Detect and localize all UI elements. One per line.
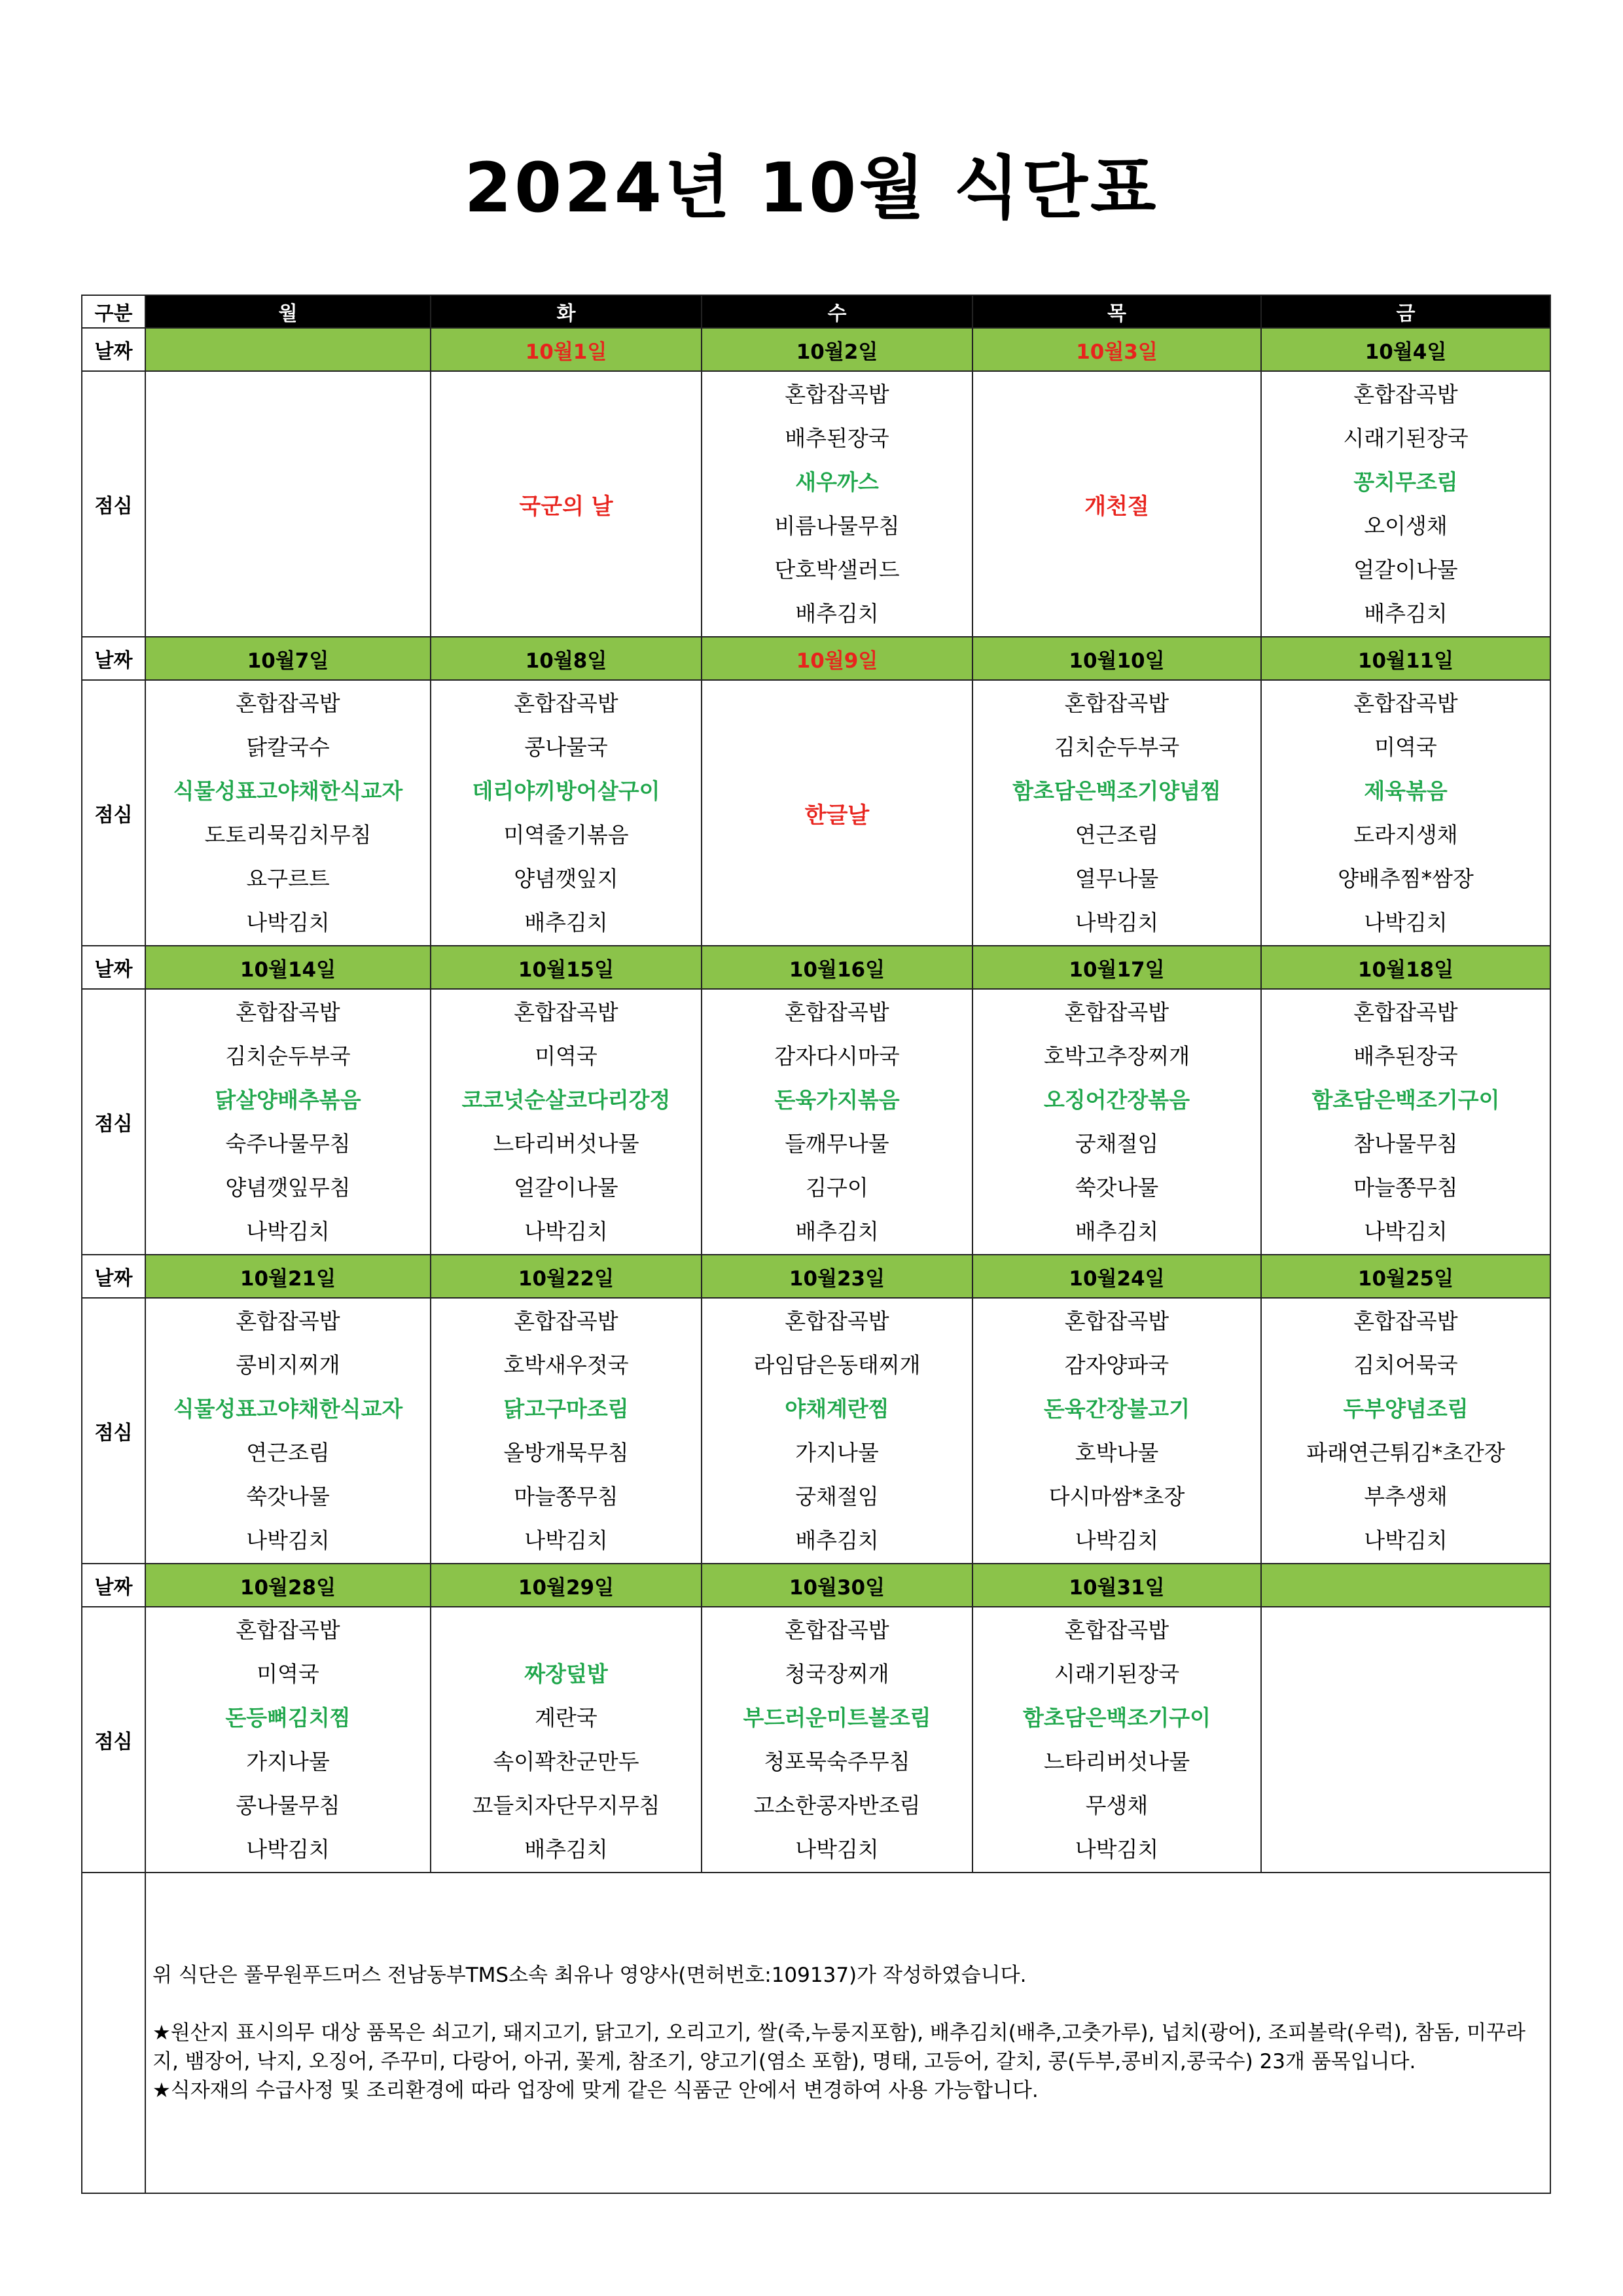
dish-item: 혼합잡곡밥 [785, 999, 889, 1025]
dish-item: 감자다시마국 [774, 1043, 900, 1069]
lunch-row [82, 1298, 1550, 1564]
dish-item: 호박고추장찌개 [1043, 1043, 1190, 1069]
menu-cell-thu [972, 1607, 1261, 1873]
main-dish: 돈등뼈김치찜 [225, 1705, 351, 1731]
menu-cell-wed [702, 1607, 972, 1873]
dish-item: 다시마쌈*초장 [1048, 1484, 1185, 1509]
holiday-label: 개천절 [1084, 493, 1149, 520]
dish-item: 혼합잡곡밥 [1353, 1308, 1458, 1334]
notes-row [82, 1873, 1550, 2193]
header-label: 구분 [82, 295, 145, 328]
dish-item: 혼합잡곡밥 [514, 691, 618, 716]
dish-item: 고소한콩자반조림 [753, 1793, 921, 1818]
date-cell-thu: 10월3일 [972, 328, 1261, 371]
notes-cell [145, 1873, 1550, 2193]
dish-item: 가지나물 [246, 1749, 330, 1774]
main-dish: 돈육간장불고기 [1043, 1396, 1190, 1422]
dish-item: 청국장찌개 [785, 1661, 889, 1687]
dish-item: 나박김치 [1075, 1528, 1159, 1553]
date-cell-tue: 10월15일 [431, 946, 702, 989]
dish-item: 김치순두부국 [1054, 734, 1180, 760]
menu-cell-wed [702, 989, 972, 1255]
dish-item: 혼합잡곡밥 [1353, 691, 1458, 716]
dish-item: 나박김치 [246, 910, 330, 935]
dish-item [431, 1608, 701, 1652]
dish-item: 김구이 [806, 1175, 868, 1200]
dish-item: 혼합잡곡밥 [1064, 1617, 1169, 1643]
dish-item: 미역줄기볶음 [503, 822, 629, 848]
dish-item: 호박나물 [1075, 1440, 1159, 1465]
main-dish: 짜장덮밥 [524, 1661, 608, 1687]
dish-item: 닭칼국수 [246, 734, 330, 760]
dish-item: 궁채절임 [795, 1484, 879, 1509]
dish-item: 라임담은동태찌개 [753, 1352, 921, 1378]
date-label: 날짜 [82, 1255, 145, 1298]
notes-origin: ★원산지 표시의무 대상 품목은 쇠고기, 돼지고기, 닭고기, 오리고기, 쌀(죽,누룽지포함), 배추김치(배추,고춧가루), 넙치(광어), 조피볼락(우럭), 참돔, 미꾸라지, 뱀장어, 낙지, 오징어, 주꾸미, 다랑어, 아귀, 꽃게, 참조기, 양고기(염소 포함), 명태, 고등어, 갈치, 콩(두부,콩비지,콩국수) 23개 품목입니다. [152, 2021, 1525, 2073]
dish-item: 요구르트 [246, 866, 330, 891]
menu-cell-mon [145, 989, 431, 1255]
dish-item: 파래연근튀김*초간장 [1306, 1440, 1505, 1465]
dish-item: 미역국 [257, 1661, 319, 1687]
dish-item: 배추김치 [795, 1219, 879, 1244]
dish-item: 연근조림 [246, 1440, 330, 1465]
dish-item: 비름나물무침 [774, 513, 900, 539]
dish-item: 콩비지찌개 [236, 1352, 340, 1378]
header-day-mon: 월 [145, 295, 431, 328]
dish-item: 김치순두부국 [225, 1043, 351, 1069]
date-label: 날짜 [82, 637, 145, 680]
date-cell-fri: 10월25일 [1261, 1255, 1550, 1298]
dish-item: 미역국 [1374, 734, 1437, 760]
dish-item: 도토리묵김치무침 [204, 822, 372, 848]
menu-cell-mon [145, 371, 431, 637]
dish-item: 궁채절임 [1075, 1131, 1159, 1157]
dish-item: 미역국 [535, 1043, 597, 1069]
dish-item: 콩나물무침 [236, 1793, 340, 1818]
date-cell-thu: 10월17일 [972, 946, 1261, 989]
dish-item: 나박김치 [524, 1528, 608, 1553]
dish-item: 청포묵숙주무침 [764, 1749, 910, 1774]
holiday-label: 한글날 [804, 802, 870, 829]
menu-cell-tue [431, 680, 702, 946]
date-cell-tue: 10월1일 [431, 328, 702, 371]
dish-item: 혼합잡곡밥 [236, 1308, 340, 1334]
date-cell-fri: 10월4일 [1261, 328, 1550, 371]
main-dish: 식물성표고야채한식교자 [173, 1396, 403, 1422]
dish-item: 도라지생채 [1353, 822, 1458, 848]
dish-item: 나박김치 [795, 1837, 879, 1862]
menu-cell-tue [431, 989, 702, 1255]
date-cell-tue: 10월22일 [431, 1255, 702, 1298]
header-row [82, 295, 1550, 328]
dish-item: 양배추찜*쌈장 [1338, 866, 1474, 891]
dish-item: 올방개묵무침 [503, 1440, 629, 1465]
dish-item: 콩나물국 [524, 734, 608, 760]
dish-item: 혼합잡곡밥 [785, 382, 889, 407]
date-row [82, 946, 1550, 989]
dish-item: 단호박샐러드 [774, 557, 900, 583]
dish-item: 계란국 [535, 1705, 597, 1731]
lunch-row [82, 1607, 1550, 1873]
menu-cell-fri [1261, 1607, 1550, 1873]
meal-label: 점심 [82, 989, 145, 1255]
date-cell-tue: 10월29일 [431, 1564, 702, 1607]
dish-item: 배추김치 [795, 601, 879, 626]
menu-cell-thu [972, 1298, 1261, 1564]
dish-item: 혼합잡곡밥 [514, 1308, 618, 1334]
menu-cell-tue [431, 1298, 702, 1564]
dish-item: 속이꽉찬군만두 [493, 1749, 639, 1774]
dish-item: 부추생채 [1364, 1484, 1448, 1509]
date-cell-mon: 10월14일 [145, 946, 431, 989]
main-dish: 꽁치무조림 [1353, 469, 1458, 495]
meal-label: 점심 [82, 680, 145, 946]
dish-item: 배추된장국 [785, 425, 889, 451]
date-cell-mon: 10월7일 [145, 637, 431, 680]
date-cell-tue: 10월8일 [431, 637, 702, 680]
dish-item: 들깨무나물 [785, 1131, 889, 1157]
menu-cell-thu [972, 680, 1261, 946]
dish-item: 혼합잡곡밥 [1353, 999, 1458, 1025]
dish-item: 혼합잡곡밥 [785, 1617, 889, 1643]
header-day-fri: 금 [1261, 295, 1550, 328]
dish-item: 나박김치 [1364, 910, 1448, 935]
meal-label: 점심 [82, 1298, 145, 1564]
lunch-row [82, 680, 1550, 946]
dish-item: 혼합잡곡밥 [1064, 999, 1169, 1025]
menu-cell-wed [702, 371, 972, 637]
main-dish: 야채계란찜 [785, 1396, 889, 1422]
dish-item: 혼합잡곡밥 [236, 691, 340, 716]
main-dish: 제육볶음 [1364, 778, 1448, 804]
dish-item: 쑥갓나물 [1075, 1175, 1159, 1200]
date-cell-fri: 10월11일 [1261, 637, 1550, 680]
dish-item: 숙주나물무침 [225, 1131, 351, 1157]
menu-cell-mon [145, 680, 431, 946]
main-dish: 두부양념조림 [1343, 1396, 1469, 1422]
menu-cell-wed [702, 680, 972, 946]
date-cell-wed: 10월30일 [702, 1564, 972, 1607]
dish-item: 혼합잡곡밥 [1353, 382, 1458, 407]
dish-item: 혼합잡곡밥 [236, 1617, 340, 1643]
date-cell-wed: 10월16일 [702, 946, 972, 989]
dish-item: 열무나물 [1075, 866, 1159, 891]
dish-item: 혼합잡곡밥 [514, 999, 618, 1025]
dish-item: 호박새우젓국 [503, 1352, 629, 1378]
dish-item: 배추김치 [524, 1837, 608, 1862]
main-dish: 함초담은백조기구이 [1311, 1087, 1500, 1113]
main-dish: 함초담은백조기양념찜 [1012, 778, 1221, 804]
date-row [82, 328, 1550, 371]
notes-change: ★식자재의 수급사정 및 조리환경에 따라 업장에 맞게 같은 식품군 안에서 변경하여 사용 가능합니다. [152, 2079, 1039, 2102]
header-day-thu: 목 [972, 295, 1261, 328]
dish-item: 배추김치 [1075, 1219, 1159, 1244]
dish-item: 배추김치 [795, 1528, 879, 1553]
dish-item: 양념깻잎지 [514, 866, 618, 891]
menu-cell-thu [972, 989, 1261, 1255]
dish-item: 나박김치 [246, 1837, 330, 1862]
date-cell-mon [145, 328, 431, 371]
date-cell-fri: 10월18일 [1261, 946, 1550, 989]
main-dish: 닭살양배추볶음 [215, 1087, 361, 1113]
date-cell-thu: 10월24일 [972, 1255, 1261, 1298]
date-cell-fri [1261, 1564, 1550, 1607]
dish-item: 시래기된장국 [1054, 1661, 1180, 1687]
meal-label: 점심 [82, 371, 145, 637]
dish-item: 혼합잡곡밥 [236, 999, 340, 1025]
menu-cell-fri [1261, 371, 1550, 637]
dish-item: 꼬들치자단무지무침 [472, 1793, 660, 1818]
dish-item: 배추된장국 [1353, 1043, 1458, 1069]
dish-item: 얼갈이나물 [514, 1175, 618, 1200]
dish-item: 나박김치 [1364, 1219, 1448, 1244]
dish-item: 시래기된장국 [1343, 425, 1469, 451]
main-dish: 돈육가지볶음 [774, 1087, 900, 1113]
dish-item: 혼합잡곡밥 [1064, 1308, 1169, 1334]
date-label: 날짜 [82, 946, 145, 989]
dish-item: 느타리버섯나물 [493, 1131, 639, 1157]
dish-item: 나박김치 [1075, 1837, 1159, 1862]
notes-author: 위 식단은 풀무원푸드머스 전남동부TMS소속 최유나 영양사(면허번호:109137)가 작성하였습니다. [152, 1964, 1027, 1987]
main-dish: 오징어간장볶음 [1043, 1087, 1190, 1113]
date-row [82, 637, 1550, 680]
main-dish: 새우까스 [795, 469, 879, 495]
dish-item: 연근조림 [1075, 822, 1159, 848]
date-cell-wed: 10월23일 [702, 1255, 972, 1298]
lunch-row [82, 989, 1550, 1255]
date-cell-wed: 10월9일 [702, 637, 972, 680]
page-title: 2024년 10월 식단표 [464, 148, 1159, 228]
main-dish: 데리야끼방어살구이 [472, 778, 660, 804]
dish-item: 배추김치 [524, 910, 608, 935]
main-dish: 닭고구마조림 [503, 1396, 629, 1422]
dish-item: 배추김치 [1364, 601, 1448, 626]
dish-item: 쑥갓나물 [246, 1484, 330, 1509]
date-cell-mon: 10월21일 [145, 1255, 431, 1298]
dish-item: 얼갈이나물 [1353, 557, 1458, 583]
menu-cell-mon [145, 1298, 431, 1564]
menu-cell-tue [431, 371, 702, 637]
dish-item: 마늘쫑무침 [514, 1484, 618, 1509]
dish-item: 혼합잡곡밥 [785, 1308, 889, 1334]
date-row [82, 1255, 1550, 1298]
holiday-label: 국군의 날 [519, 493, 613, 520]
header-day-wed: 수 [702, 295, 972, 328]
menu-cell-fri [1261, 989, 1550, 1255]
date-row [82, 1564, 1550, 1607]
main-dish: 코코넛순살코다리강정 [461, 1087, 671, 1113]
date-cell-wed: 10월2일 [702, 328, 972, 371]
dish-item: 가지나물 [795, 1440, 879, 1465]
menu-cell-wed [702, 1298, 972, 1564]
dish-item: 오이생채 [1364, 513, 1448, 539]
menu-table [81, 295, 1551, 2194]
menu-cell-mon [145, 1607, 431, 1873]
dish-item: 감자양파국 [1064, 1352, 1169, 1378]
meal-label: 점심 [82, 1607, 145, 1873]
date-cell-thu: 10월10일 [972, 637, 1261, 680]
main-dish: 부드러운미트볼조림 [743, 1705, 931, 1731]
menu-cell-thu [972, 371, 1261, 637]
dish-item: 나박김치 [1075, 910, 1159, 935]
menu-cell-tue [431, 1607, 702, 1873]
dish-item: 양념깻잎무침 [225, 1175, 351, 1200]
date-cell-mon: 10월28일 [145, 1564, 431, 1607]
dish-item: 나박김치 [1364, 1528, 1448, 1553]
dish-item: 나박김치 [246, 1219, 330, 1244]
date-label: 날짜 [82, 1564, 145, 1607]
lunch-row [82, 371, 1550, 637]
dish-item: 무생채 [1085, 1793, 1149, 1818]
notes-label-cell [82, 1873, 145, 2193]
menu-cell-fri [1261, 1298, 1550, 1564]
dish-item: 느타리버섯나물 [1043, 1749, 1190, 1774]
dish-item: 혼합잡곡밥 [1064, 691, 1169, 716]
dish-item: 나박김치 [246, 1528, 330, 1553]
date-label: 날짜 [82, 328, 145, 371]
dish-item: 참나물무침 [1353, 1131, 1458, 1157]
header-day-tue: 화 [431, 295, 702, 328]
date-cell-thu: 10월31일 [972, 1564, 1261, 1607]
main-dish: 식물성표고야채한식교자 [173, 778, 403, 804]
dish-item: 나박김치 [524, 1219, 608, 1244]
dish-item: 김치어묵국 [1353, 1352, 1458, 1378]
menu-cell-fri [1261, 680, 1550, 946]
dish-item: 마늘쫑무침 [1353, 1175, 1458, 1200]
main-dish: 함초담은백조기구이 [1023, 1705, 1211, 1731]
